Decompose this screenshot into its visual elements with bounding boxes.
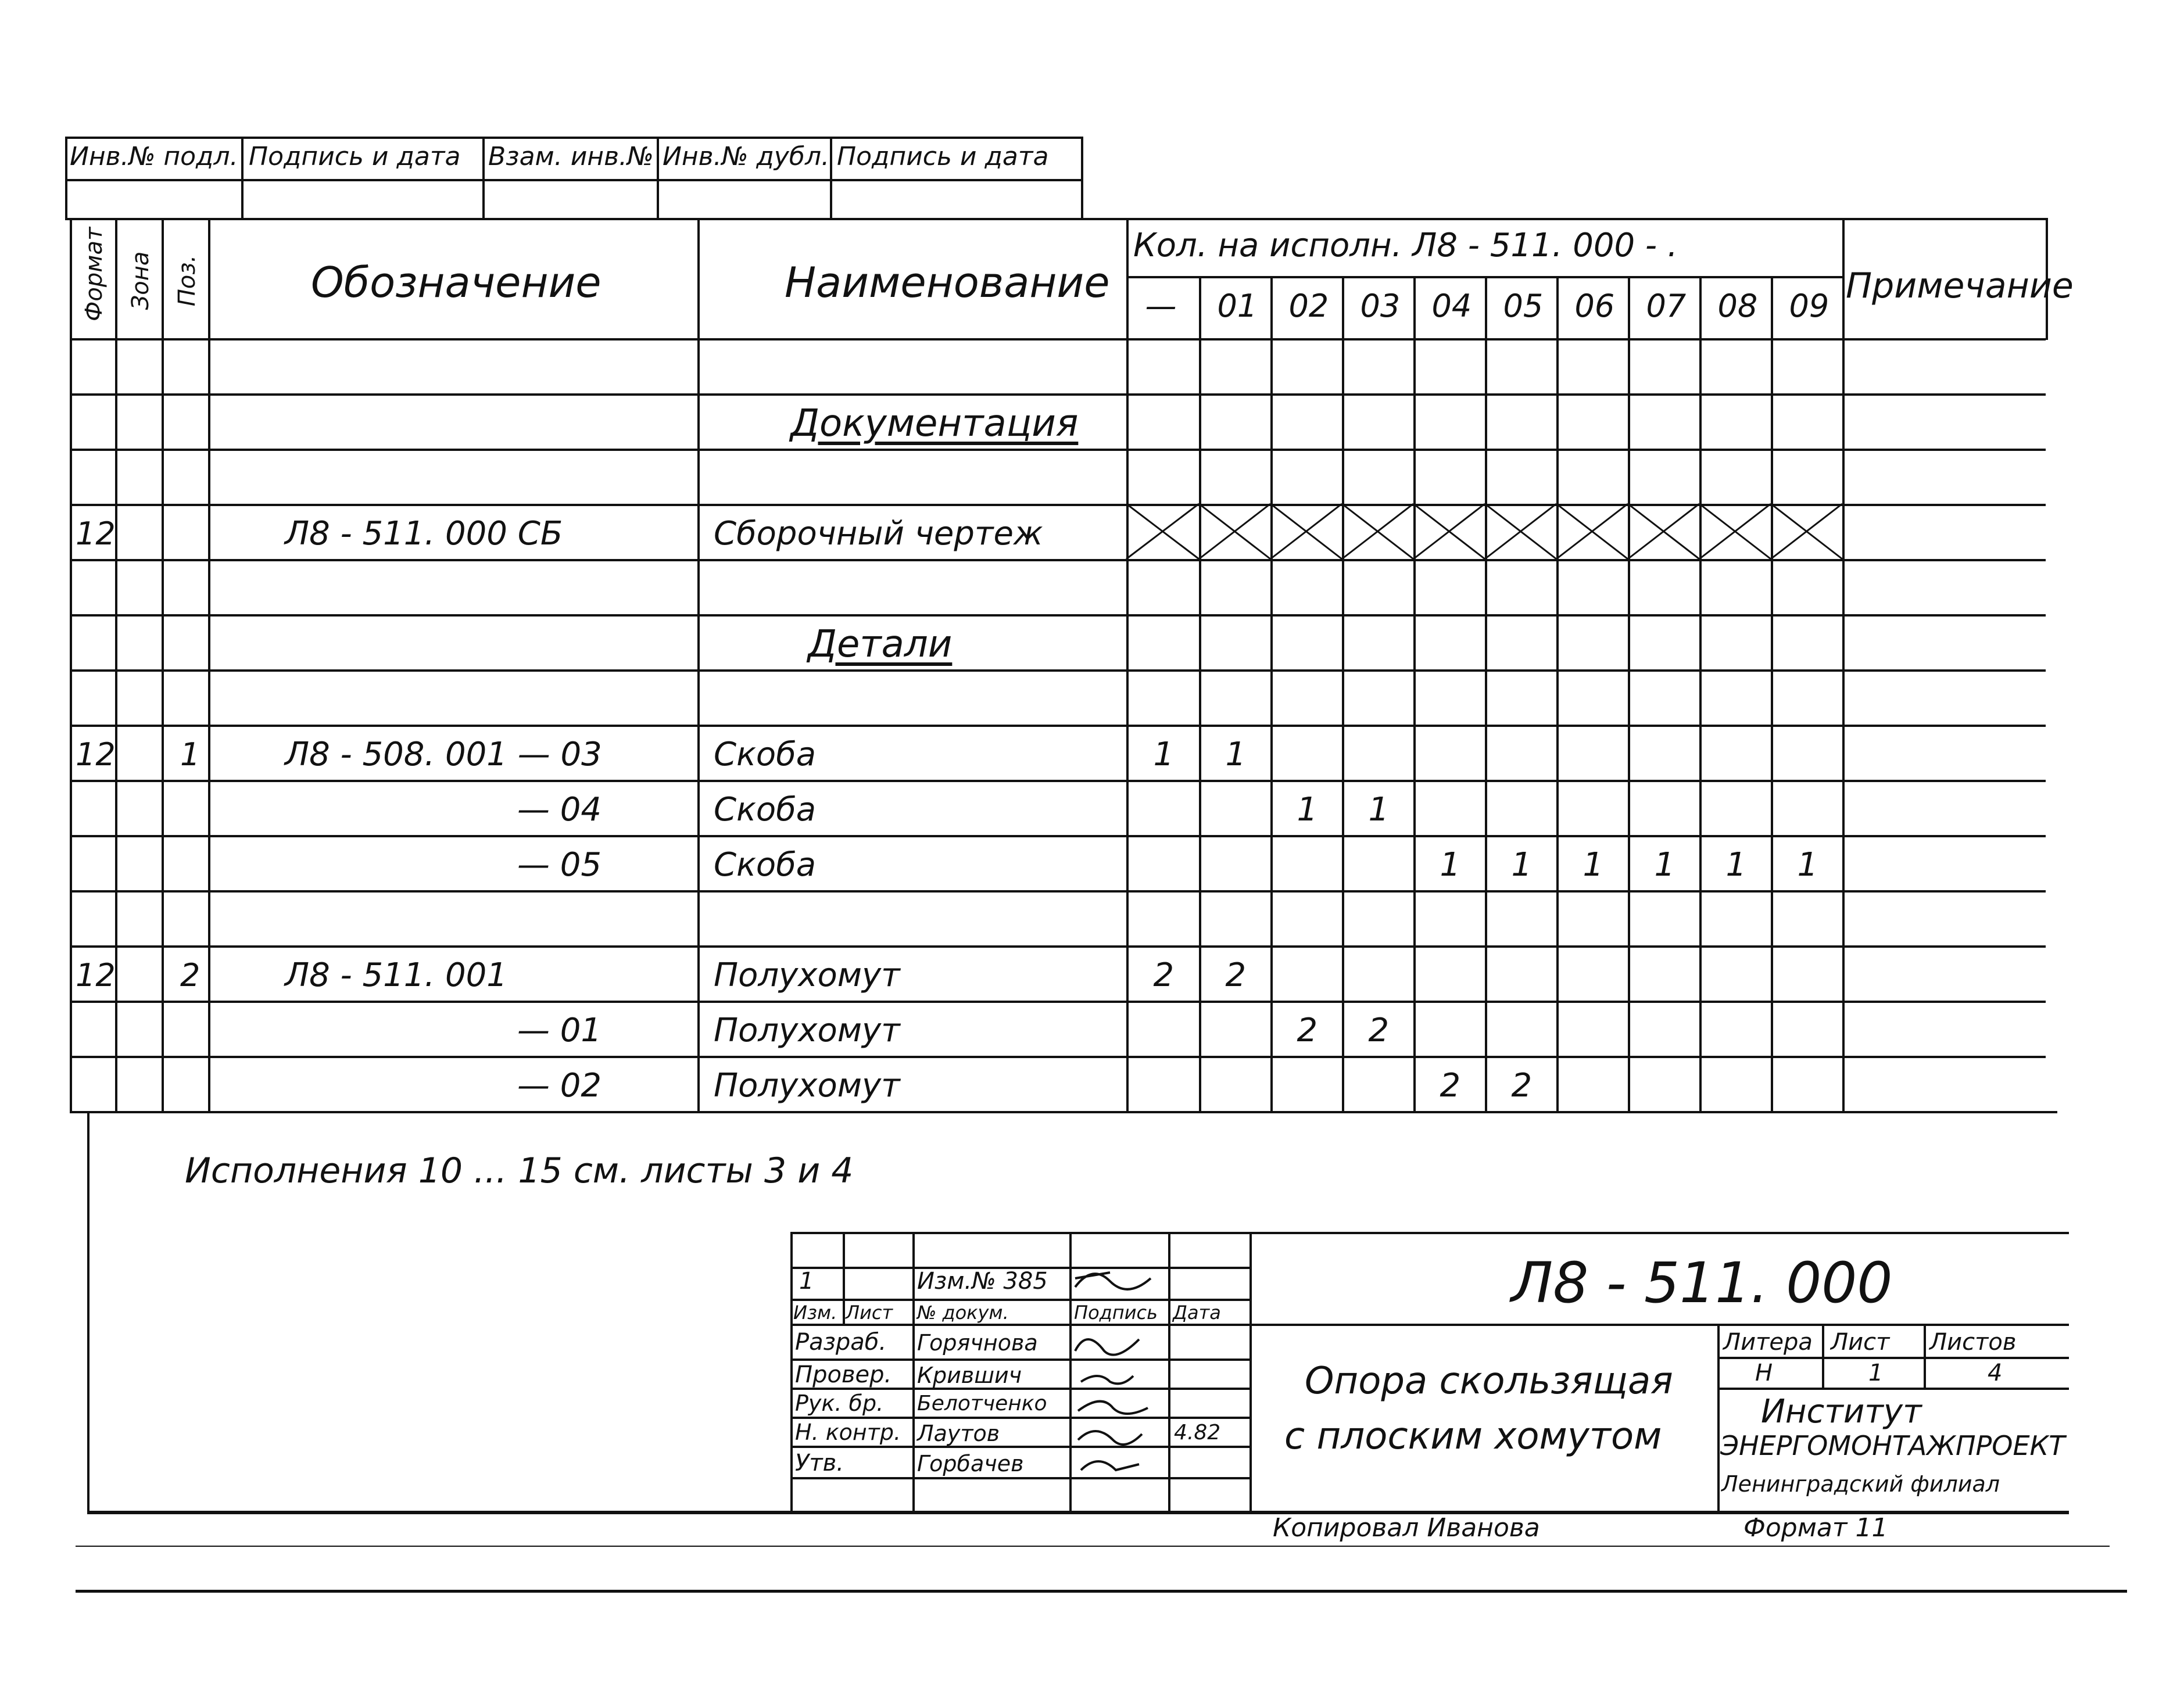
change-header-date: Дата (1173, 1302, 1221, 1324)
row-qty: 1 (1153, 735, 1175, 773)
row-qty: 1 (1297, 790, 1318, 829)
row-pos: 2 (180, 956, 201, 994)
row-qty: 1 (1582, 845, 1604, 884)
date-norm-control: 4.82 (1174, 1421, 1221, 1445)
row-designation: Л8 - 511. 001 (285, 956, 507, 994)
row-designation: Л8 - 508. 001 — 03 (285, 735, 602, 773)
row-qty: 2 (1368, 1011, 1390, 1049)
header-variant-1: 01 (1217, 288, 1258, 324)
footer-format: Формат 11 (1743, 1513, 1888, 1543)
header-note: Примечание (1846, 266, 2074, 306)
row-name: Полухомут (714, 956, 900, 994)
tb-title-line1: Опора скользящая (1305, 1360, 1673, 1403)
tb-sheet-label: Лист (1831, 1329, 1890, 1356)
section-title: Детали (808, 622, 953, 666)
row-name: Скоба (714, 845, 817, 884)
stamp-header-sign: Подпись и дата (249, 142, 461, 171)
section-title: Документация (790, 402, 1079, 445)
row-name: Скоба (714, 790, 817, 829)
tb-org-line1: Институт (1761, 1393, 1922, 1431)
change-header-izm: Изм. (793, 1302, 837, 1324)
header-name: Наименование (785, 258, 1110, 307)
tb-litera-label: Литера (1723, 1329, 1813, 1356)
role-team-lead: Рук. бр. (795, 1390, 884, 1416)
row-designation: — 04 (517, 790, 602, 829)
tb-sheet-value: 1 (1868, 1360, 1884, 1386)
row-designation: — 02 (517, 1066, 602, 1105)
footer-line (76, 1546, 2110, 1547)
row-qty: 1 (1368, 790, 1390, 829)
row-name: Полухомут (714, 1066, 900, 1105)
header-format: Формат (81, 227, 108, 321)
header-variant-7: 07 (1646, 288, 1687, 324)
row-pos: 1 (180, 736, 201, 773)
stamp-header-sign2: Подпись и дата (837, 142, 1049, 171)
row-qty: 1 (1225, 735, 1247, 773)
row-name: Полухомут (714, 1011, 900, 1049)
row-qty: 1 (1654, 845, 1675, 884)
row-designation: Л8 - 511. 000 СБ (285, 514, 563, 553)
role-developer: Разраб. (795, 1329, 887, 1356)
row-format: 12 (76, 736, 116, 773)
tb-designation: Л8 - 511. 000 (1511, 1250, 1893, 1316)
header-designation: Обозначение (311, 258, 602, 307)
header-variant-3: 03 (1360, 288, 1401, 324)
change-row-izm: 1 (799, 1268, 814, 1295)
row-qty: 1 (1440, 845, 1461, 884)
row-name: Скоба (714, 735, 817, 773)
header-qty-title: Кол. на исполн. Л8 - 511. 000 - . (1133, 227, 1678, 264)
change-row-doc: Изм.№ 385 (917, 1268, 1048, 1295)
tb-org-line2: ЭНЕРГОМОНТАЖПРОЕКТ (1720, 1430, 2065, 1461)
row-designation: — 01 (517, 1011, 602, 1049)
header-variant-0: — (1145, 288, 1177, 324)
header-variant-5: 05 (1503, 288, 1544, 324)
header-variant-9: 09 (1789, 288, 1829, 324)
row-designation: — 05 (517, 845, 602, 884)
stamp-header-replace: Взам. инв.№ (488, 142, 654, 171)
header-zone: Зона (127, 251, 154, 310)
stamp-header-inv: Инв.№ подл. (70, 142, 238, 171)
row-qty: 2 (1225, 956, 1247, 994)
row-name: Сборочный чертеж (714, 514, 1043, 553)
stamp-header-dup: Инв.№ дубл. (663, 142, 830, 171)
footer-copied: Копировал Иванова (1273, 1513, 1540, 1543)
row-format: 12 (76, 956, 116, 994)
header-variant-4: 04 (1431, 288, 1472, 324)
tb-title-line2: с плоским хомутом (1284, 1415, 1662, 1458)
change-header-list: Лист (846, 1302, 893, 1324)
role-checker: Провер. (795, 1361, 892, 1388)
name-developer: Горячнова (917, 1330, 1038, 1356)
row-qty: 2 (1153, 956, 1175, 994)
tb-sheets-label: Листов (1929, 1329, 2017, 1356)
row-format: 12 (76, 515, 116, 552)
header-variant-8: 08 (1717, 288, 1758, 324)
name-team-lead: Белотченко (917, 1392, 1047, 1415)
tb-sheets-value: 4 (1988, 1360, 2003, 1386)
tb-org-line3: Ленинградский филиал (1721, 1471, 2000, 1497)
row-qty: 1 (1797, 845, 1818, 884)
name-checker: Крившич (917, 1363, 1022, 1388)
header-variant-2: 02 (1288, 288, 1329, 324)
name-norm-control: Лаутов (917, 1421, 1000, 1446)
change-header-sign: Подпись (1074, 1302, 1158, 1324)
row-qty: 1 (1511, 845, 1533, 884)
row-qty: 2 (1440, 1066, 1461, 1105)
row-qty: 1 (1725, 845, 1747, 884)
note-text: Исполнения 10 ... 15 см. листы 3 и 4 (185, 1150, 854, 1191)
header-pos: Поз. (174, 255, 201, 307)
role-norm-control: Н. контр. (795, 1420, 901, 1445)
tb-litera-value: Н (1755, 1360, 1773, 1386)
row-qty: 2 (1297, 1011, 1318, 1049)
name-approver: Горбачев (917, 1451, 1024, 1476)
change-header-doc: № докум. (917, 1302, 1009, 1324)
row-qty: 2 (1511, 1066, 1533, 1105)
header-variant-6: 06 (1574, 288, 1615, 324)
role-approver: Утв. (795, 1450, 844, 1476)
